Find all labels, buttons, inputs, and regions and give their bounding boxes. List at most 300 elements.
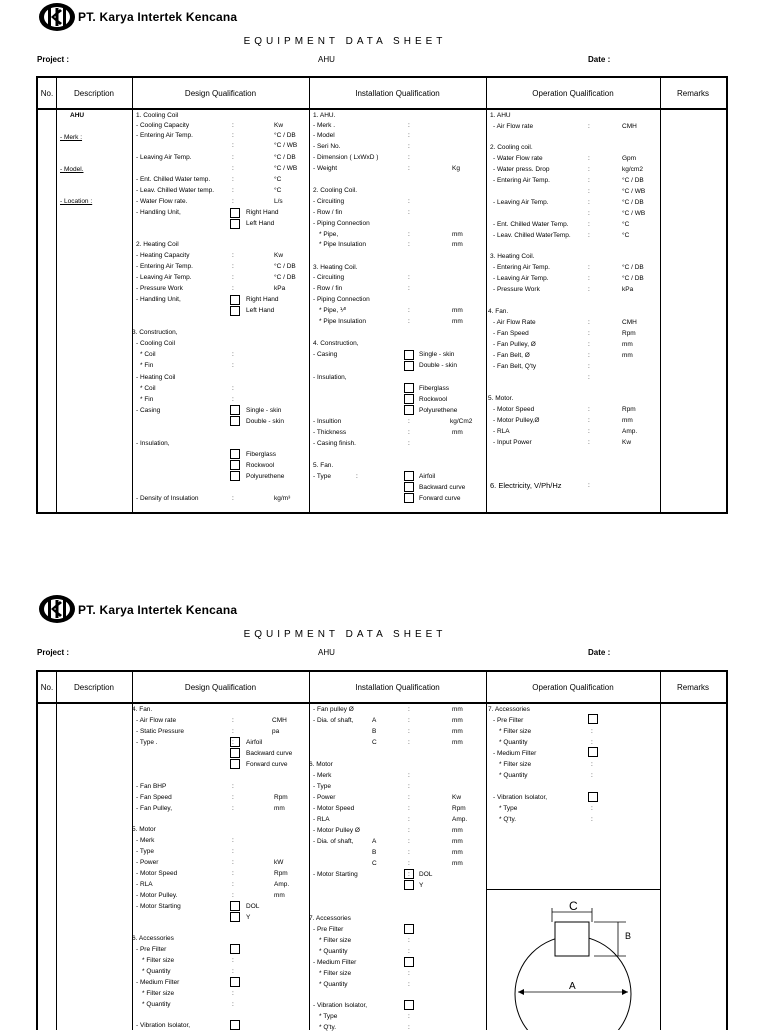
ahu-label: AHU xyxy=(318,648,335,657)
airfoil-checkbox[interactable] xyxy=(230,737,240,747)
design-colon: : xyxy=(232,728,234,735)
inst-label: - Insulation, xyxy=(313,374,347,381)
inst-label: - Dia. of shaft, xyxy=(313,838,354,845)
inst-label: * Pipe Insulation xyxy=(319,318,366,325)
design-unit: °C / DB xyxy=(274,274,296,281)
oper-colon: : xyxy=(588,439,590,446)
design-colon: : xyxy=(232,739,234,746)
design-option: Left Hand xyxy=(246,307,275,314)
oper-colon: : xyxy=(588,155,590,162)
oper-label: * Filter size xyxy=(499,761,532,768)
inst-label: - Motor Pulley Ø xyxy=(313,827,360,834)
inst-label: * Filter size xyxy=(319,970,352,977)
company-logo xyxy=(38,2,76,32)
oper-unit: mm xyxy=(622,341,633,348)
col-remarks: Remarks xyxy=(676,89,709,98)
oper-heading: 3. Heating Coil. xyxy=(490,253,535,260)
oper-colon: : xyxy=(588,428,590,435)
col-no: No. xyxy=(40,683,54,692)
inst-option: Single - skin xyxy=(419,351,455,358)
oper-unit: °C / DB xyxy=(622,177,644,184)
inst-dim-label: A xyxy=(372,838,377,845)
oper-unit: °C xyxy=(622,232,630,239)
equipment-table xyxy=(36,76,728,514)
oper-colon: : xyxy=(588,199,590,206)
single-skin-checkbox[interactable] xyxy=(404,350,414,360)
design-label: * Quantity xyxy=(142,968,171,975)
backward-curve-checkbox[interactable] xyxy=(230,748,240,758)
inst-label: * Quantity xyxy=(319,948,348,955)
inst-label: - Fan pulley Ø xyxy=(313,706,354,713)
oper-colon: : xyxy=(591,761,593,768)
design-label: - Leaving Air Temp. xyxy=(136,274,192,281)
design-unit: CMH xyxy=(272,717,287,724)
design-colon: : xyxy=(232,495,234,502)
ahu-label: AHU xyxy=(318,55,335,64)
design-colon: : xyxy=(232,252,234,259)
inst-colon: : xyxy=(356,473,358,480)
inst-label: - Model xyxy=(313,132,335,139)
design-colon: : xyxy=(232,198,234,205)
inst-colon: : xyxy=(408,274,410,281)
design-heading: 5. Motor xyxy=(132,826,156,833)
inst-unit: mm xyxy=(452,739,463,746)
vibration-isolator-checkbox[interactable] xyxy=(230,1020,240,1030)
inst-label: * Type xyxy=(319,1013,338,1020)
inst-dim-label: A xyxy=(372,717,377,724)
polyurethene-checkbox[interactable] xyxy=(404,405,414,415)
design-colon: : xyxy=(232,142,234,149)
inst-option: Y xyxy=(419,882,424,889)
pre-filter-checkbox[interactable] xyxy=(588,714,598,724)
design-label: - Water Flow rate. xyxy=(136,198,188,205)
double-skin-checkbox[interactable] xyxy=(230,416,240,426)
design-unit: mm xyxy=(274,805,285,812)
design-label: * Filter size xyxy=(142,957,175,964)
design-label: - Fan BHP xyxy=(136,783,167,790)
design-label: - Static Pressure xyxy=(136,728,185,735)
inst-colon: : xyxy=(408,717,410,724)
design-option: Rockwool xyxy=(246,462,275,469)
inst-unit: mm xyxy=(452,241,463,248)
design-unit: Rpm xyxy=(274,794,288,801)
inst-colon: : xyxy=(408,937,410,944)
design-label: - Power xyxy=(136,859,159,866)
oper-colon: : xyxy=(588,374,590,381)
inst-colon: : xyxy=(408,794,410,801)
inst-label: - Piping Connection xyxy=(313,220,370,227)
inst-dim-label: B xyxy=(372,849,377,856)
design-option: Double - skin xyxy=(246,418,284,425)
pre-filter-checkbox[interactable] xyxy=(230,944,240,954)
oper-label: - Ent. Chilled Water Temp. xyxy=(493,221,569,228)
inst-colon: : xyxy=(408,816,410,823)
oper-label: - Fan Pulley, Ø xyxy=(493,341,536,348)
oper-label: * Filter size xyxy=(499,728,532,735)
project-label: Project : xyxy=(37,648,70,657)
inst-label: - Seri No. xyxy=(313,143,341,150)
inst-label: - Type xyxy=(313,473,331,480)
oper-label: - Fan Belt, Q'ty xyxy=(493,363,537,370)
oper-colon: : xyxy=(588,166,590,173)
inst-label: - Casing finish. xyxy=(313,440,356,447)
oper-colon: : xyxy=(588,123,590,130)
oper-heading: 5. Motor. xyxy=(488,395,514,402)
design-label: - Entering Air Temp. xyxy=(136,132,193,139)
design-label: - Entering Air Temp. xyxy=(136,263,193,270)
inst-unit: mm xyxy=(452,429,463,436)
inst-colon: : xyxy=(408,241,410,248)
oper-label: * Q'ty. xyxy=(499,816,517,823)
inst-label: - Merk . xyxy=(313,122,336,129)
inst-colon: : xyxy=(408,783,410,790)
oper-colon: : xyxy=(588,275,590,282)
design-label: - Vibration Isolator, xyxy=(136,1022,191,1029)
forward-curve-checkbox[interactable] xyxy=(404,493,414,503)
design-label: - Cooling Coil xyxy=(136,340,176,347)
inst-label: - Piping Connection xyxy=(313,296,370,303)
inst-unit: kg/Cm2 xyxy=(450,418,473,425)
oper-heading: 4. Fan. xyxy=(488,308,509,315)
inst-colon: : xyxy=(408,871,410,878)
design-colon: : xyxy=(232,990,234,997)
inst-unit: mm xyxy=(452,231,463,238)
design-colon: : xyxy=(232,362,234,369)
design-colon: : xyxy=(232,285,234,292)
oper-label: - Air Flow rate xyxy=(493,123,534,130)
design-label: * Fin xyxy=(140,396,154,403)
inst-unit: Rpm xyxy=(452,805,466,812)
inst-heading: 4. Construction, xyxy=(313,340,359,347)
oper-label: - Fan Speed xyxy=(493,330,529,337)
oper-label: - Vibration Isolator, xyxy=(493,794,548,801)
oper-label: - Fan Belt, Ø xyxy=(493,352,530,359)
design-colon: : xyxy=(232,122,234,129)
fiberglass-checkbox[interactable] xyxy=(404,383,414,393)
right-hand-checkbox[interactable] xyxy=(230,295,240,305)
inst-label: * Pipe, xyxy=(319,231,339,238)
design-unit: kW xyxy=(274,859,284,866)
inst-colon: : xyxy=(408,418,410,425)
oper-label: * Type xyxy=(499,805,518,812)
inst-colon: : xyxy=(408,838,410,845)
design-label: - Ent. Chilled Water temp. xyxy=(136,176,211,183)
design-label: - Leav. Chilled Water temp. xyxy=(136,187,215,194)
design-label: - Air Flow rate xyxy=(136,717,177,724)
inst-label: - Type xyxy=(313,783,331,790)
design-unit: °C / WB xyxy=(274,142,298,149)
oper-colon: : xyxy=(588,406,590,413)
design-colon: : xyxy=(232,132,234,139)
inst-label: - Vibration Isolator, xyxy=(313,1002,368,1009)
inst-heading: 6. Motor xyxy=(309,761,333,768)
rockwool-checkbox[interactable] xyxy=(404,394,414,404)
design-label: - RLA xyxy=(136,881,153,888)
oper-colon: : xyxy=(588,221,590,228)
y-checkbox[interactable] xyxy=(230,912,240,922)
col-no: No. xyxy=(40,89,54,98)
inst-colon: : xyxy=(408,307,410,314)
inst-label: * Filter size xyxy=(319,937,352,944)
oper-unit: Amp. xyxy=(622,428,638,435)
inst-option: Forward curve xyxy=(419,495,461,502)
left-hand-checkbox[interactable] xyxy=(230,219,240,229)
design-label: - Pre Filter xyxy=(136,946,167,953)
oper-unit: Rpm xyxy=(622,406,636,413)
inst-label: - Insultion xyxy=(313,418,342,425)
oper-label: - Entering Air Temp. xyxy=(493,177,550,184)
oper-colon: : xyxy=(588,417,590,424)
inst-unit: mm xyxy=(452,838,463,845)
design-colon: : xyxy=(232,165,234,172)
design-colon: : xyxy=(232,783,234,790)
inst-option: Backward curve xyxy=(419,484,466,491)
inst-unit: mm xyxy=(452,706,463,713)
oper-unit: kPa xyxy=(622,286,634,293)
design-label: - Type xyxy=(136,848,154,855)
design-label: - Motor Pulley. xyxy=(136,892,178,899)
design-colon: : xyxy=(232,263,234,270)
equipment-table xyxy=(36,670,728,1030)
oper-unit: °C / DB xyxy=(622,199,644,206)
inst-unit: mm xyxy=(452,849,463,856)
design-label: - Motor Speed xyxy=(136,870,178,877)
col-design: Design Qualification xyxy=(184,683,257,692)
inst-heading: 5. Fan. xyxy=(313,462,334,469)
inst-unit: Amp. xyxy=(452,816,468,823)
inst-label: - Merk xyxy=(313,772,332,779)
oper-unit: °C / DB xyxy=(622,264,644,271)
inst-label: * Q'ty. xyxy=(319,1024,337,1031)
inst-colon: : xyxy=(408,1013,410,1020)
left-hand-checkbox[interactable] xyxy=(230,306,240,316)
inst-colon: : xyxy=(408,285,410,292)
inst-label: - Circuiting xyxy=(313,274,345,281)
oper-label: - RLA xyxy=(493,428,510,435)
oper-unit: °C xyxy=(622,221,630,228)
document-title: EQUIPMENT DATA SHEET xyxy=(243,629,447,640)
design-unit: °C / DB xyxy=(274,132,296,139)
airfoil-checkbox[interactable] xyxy=(404,471,414,481)
oper-label: - Pressure Work xyxy=(493,286,540,293)
design-label: - Fan Speed xyxy=(136,794,172,801)
oper-colon: : xyxy=(588,482,590,489)
inst-label: - Row / fin xyxy=(313,209,343,216)
design-label: - Fan Pulley, xyxy=(136,805,173,812)
oper-label: - Leav. Chilled WaterTemp. xyxy=(493,232,571,239)
design-option: Fiberglass xyxy=(246,451,276,458)
inst-unit: mm xyxy=(452,860,463,867)
design-colon: : xyxy=(232,187,234,194)
inst-label: * Pipe, ⅟⁰ xyxy=(319,307,347,314)
design-option: Right Hand xyxy=(246,209,279,216)
dim-c-label: C xyxy=(569,899,578,913)
shaft-keyway xyxy=(555,922,589,956)
design-label: - Cooling Capacity xyxy=(136,122,190,129)
oper-label: * Quantity xyxy=(499,772,528,779)
oper-unit: mm xyxy=(622,352,633,359)
inst-colon: : xyxy=(408,132,410,139)
single-skin-checkbox[interactable] xyxy=(230,405,240,415)
inst-colon: : xyxy=(408,860,410,867)
inst-unit: Kg xyxy=(452,165,460,172)
design-label: - Density of Insulation xyxy=(136,495,199,502)
inst-option: Double - skin xyxy=(419,362,457,369)
design-label: * Fin xyxy=(140,362,154,369)
oper-label: - Water Flow rate xyxy=(493,155,543,162)
design-colon: : xyxy=(232,881,234,888)
backward-curve-checkbox[interactable] xyxy=(404,482,414,492)
design-unit: pa xyxy=(272,728,280,735)
inst-unit: mm xyxy=(452,318,463,325)
design-option: Right Hand xyxy=(246,296,279,303)
inst-colon: : xyxy=(408,198,410,205)
inst-colon: : xyxy=(408,231,410,238)
design-colon: : xyxy=(232,957,234,964)
oper-colon: : xyxy=(591,739,593,746)
inst-label: - RLA xyxy=(313,816,330,823)
design-label: - Pressure Work xyxy=(136,285,183,292)
inst-unit: mm xyxy=(452,307,463,314)
col-installation: Installation Qualification xyxy=(355,683,440,692)
double-skin-checkbox[interactable] xyxy=(404,361,414,371)
oper-label: - Leaving Air Temp. xyxy=(493,199,549,206)
dol-checkbox[interactable] xyxy=(404,869,414,879)
oper-heading: 7. Accessories xyxy=(488,706,530,713)
pre-filter-checkbox[interactable] xyxy=(404,924,414,934)
right-hand-checkbox[interactable] xyxy=(230,208,240,218)
inst-label: - Medium Filter xyxy=(313,959,357,966)
oper-unit: °C / WB xyxy=(622,210,646,217)
oper-label: - Air Flow Rate xyxy=(493,319,536,326)
rockwool-checkbox[interactable] xyxy=(230,460,240,470)
inst-colon: : xyxy=(408,122,410,129)
inst-colon: : xyxy=(408,970,410,977)
oper-unit: Rpm xyxy=(622,330,636,337)
inst-colon: : xyxy=(408,706,410,713)
project-label: Project : xyxy=(37,55,70,64)
inst-colon: : xyxy=(408,772,410,779)
design-colon: : xyxy=(232,351,234,358)
design-unit: °C xyxy=(274,187,282,194)
date-label: Date : xyxy=(588,55,611,64)
design-colon: : xyxy=(232,154,234,161)
oper-label: - Motor Speed xyxy=(493,406,535,413)
inst-label: - Motor Speed xyxy=(313,805,355,812)
oper-label: - Medium Filter xyxy=(493,750,537,757)
inst-label: - Circuiting xyxy=(313,198,345,205)
forward-curve-checkbox[interactable] xyxy=(230,759,240,769)
oper-label: - Motor Pulley,Ø xyxy=(493,417,540,424)
inst-heading: 7. Accessories xyxy=(309,915,351,922)
desc-ahu: AHU xyxy=(70,112,85,119)
inst-colon: : xyxy=(408,318,410,325)
oper-unit: mm xyxy=(622,417,633,424)
inst-label: - Motor Starting xyxy=(313,871,358,878)
inst-label: - Casing xyxy=(313,351,338,358)
design-unit: kg/m³ xyxy=(274,495,291,502)
inst-colon: : xyxy=(408,805,410,812)
design-colon: : xyxy=(232,1001,234,1008)
dol-checkbox[interactable] xyxy=(230,901,240,911)
design-unit: Rpm xyxy=(274,870,288,877)
design-colon: : xyxy=(232,717,234,724)
design-colon: : xyxy=(232,176,234,183)
col-design: Design Qualification xyxy=(184,89,257,98)
fiberglass-checkbox[interactable] xyxy=(230,449,240,459)
inst-dim-label: C xyxy=(372,739,377,746)
y-checkbox[interactable] xyxy=(404,880,414,890)
inst-colon: : xyxy=(408,948,410,955)
oper-heading: 2. Cooling coil. xyxy=(490,144,533,151)
inst-option: DOL xyxy=(419,871,433,878)
inst-colon: : xyxy=(408,429,410,436)
inst-label: - Pre Filter xyxy=(313,926,344,933)
col-operation: Operation Qualification xyxy=(532,683,614,692)
inst-colon: : xyxy=(408,143,410,150)
medium-filter-checkbox[interactable] xyxy=(404,957,414,967)
oper-colon: : xyxy=(591,728,593,735)
design-heading: 4. Fan. xyxy=(132,706,153,713)
inst-label: - Power xyxy=(313,794,336,801)
document-title: EQUIPMENT DATA SHEET xyxy=(243,36,447,47)
design-label: - Medium Filter xyxy=(136,979,180,986)
design-unit: Kw xyxy=(274,122,284,129)
vibration-isolator-checkbox[interactable] xyxy=(404,1000,414,1010)
medium-filter-checkbox[interactable] xyxy=(588,747,598,757)
oper-unit: Kw xyxy=(622,439,632,446)
design-option: Left Hand xyxy=(246,220,275,227)
oper-heading: 6. Electricity, V/Ph/Hz xyxy=(490,481,562,490)
medium-filter-checkbox[interactable] xyxy=(230,977,240,987)
oper-label: - Input Power xyxy=(493,439,532,446)
oper-label: - Water press. Drop xyxy=(493,166,550,173)
oper-unit: °C / DB xyxy=(622,275,644,282)
col-remarks: Remarks xyxy=(676,683,709,692)
design-label: - Leaving Air Temp. xyxy=(136,154,192,161)
oper-label: - Entering Air Temp. xyxy=(493,264,550,271)
inst-unit: mm xyxy=(452,827,463,834)
oper-unit: °C / WB xyxy=(622,188,646,195)
vibration-isolator-checkbox[interactable] xyxy=(588,792,598,802)
design-option: Polyurethene xyxy=(246,473,285,480)
design-heading: 1. Cooling Coil xyxy=(136,112,179,119)
design-unit: L/s xyxy=(274,198,283,205)
design-label: - Handling Unit, xyxy=(136,209,181,216)
inst-unit: mm xyxy=(452,728,463,735)
oper-heading: 1. AHU xyxy=(490,112,511,119)
inst-heading: 3. Heating Coil. xyxy=(313,264,358,271)
inst-colon: : xyxy=(408,981,410,988)
oper-colon: : xyxy=(588,341,590,348)
design-label: - Merk xyxy=(136,837,155,844)
oper-label: - Pre Filter xyxy=(493,717,524,724)
inst-colon: : xyxy=(408,728,410,735)
design-heading: 2. Heating Coil xyxy=(136,241,179,248)
design-option: Y xyxy=(246,914,251,921)
col-installation: Installation Qualification xyxy=(355,89,440,98)
design-label: * Coil xyxy=(140,385,156,392)
col-description: Description xyxy=(73,89,114,98)
inst-heading: 2. Cooling Coil. xyxy=(313,187,358,194)
shaft-dimension-diagram xyxy=(494,894,656,1030)
polyurethene-checkbox[interactable] xyxy=(230,471,240,481)
design-label: - Insulation, xyxy=(136,440,170,447)
oper-unit: CMH xyxy=(622,319,637,326)
col-description: Description xyxy=(73,683,114,692)
oper-colon: : xyxy=(591,772,593,779)
design-colon: : xyxy=(232,859,234,866)
